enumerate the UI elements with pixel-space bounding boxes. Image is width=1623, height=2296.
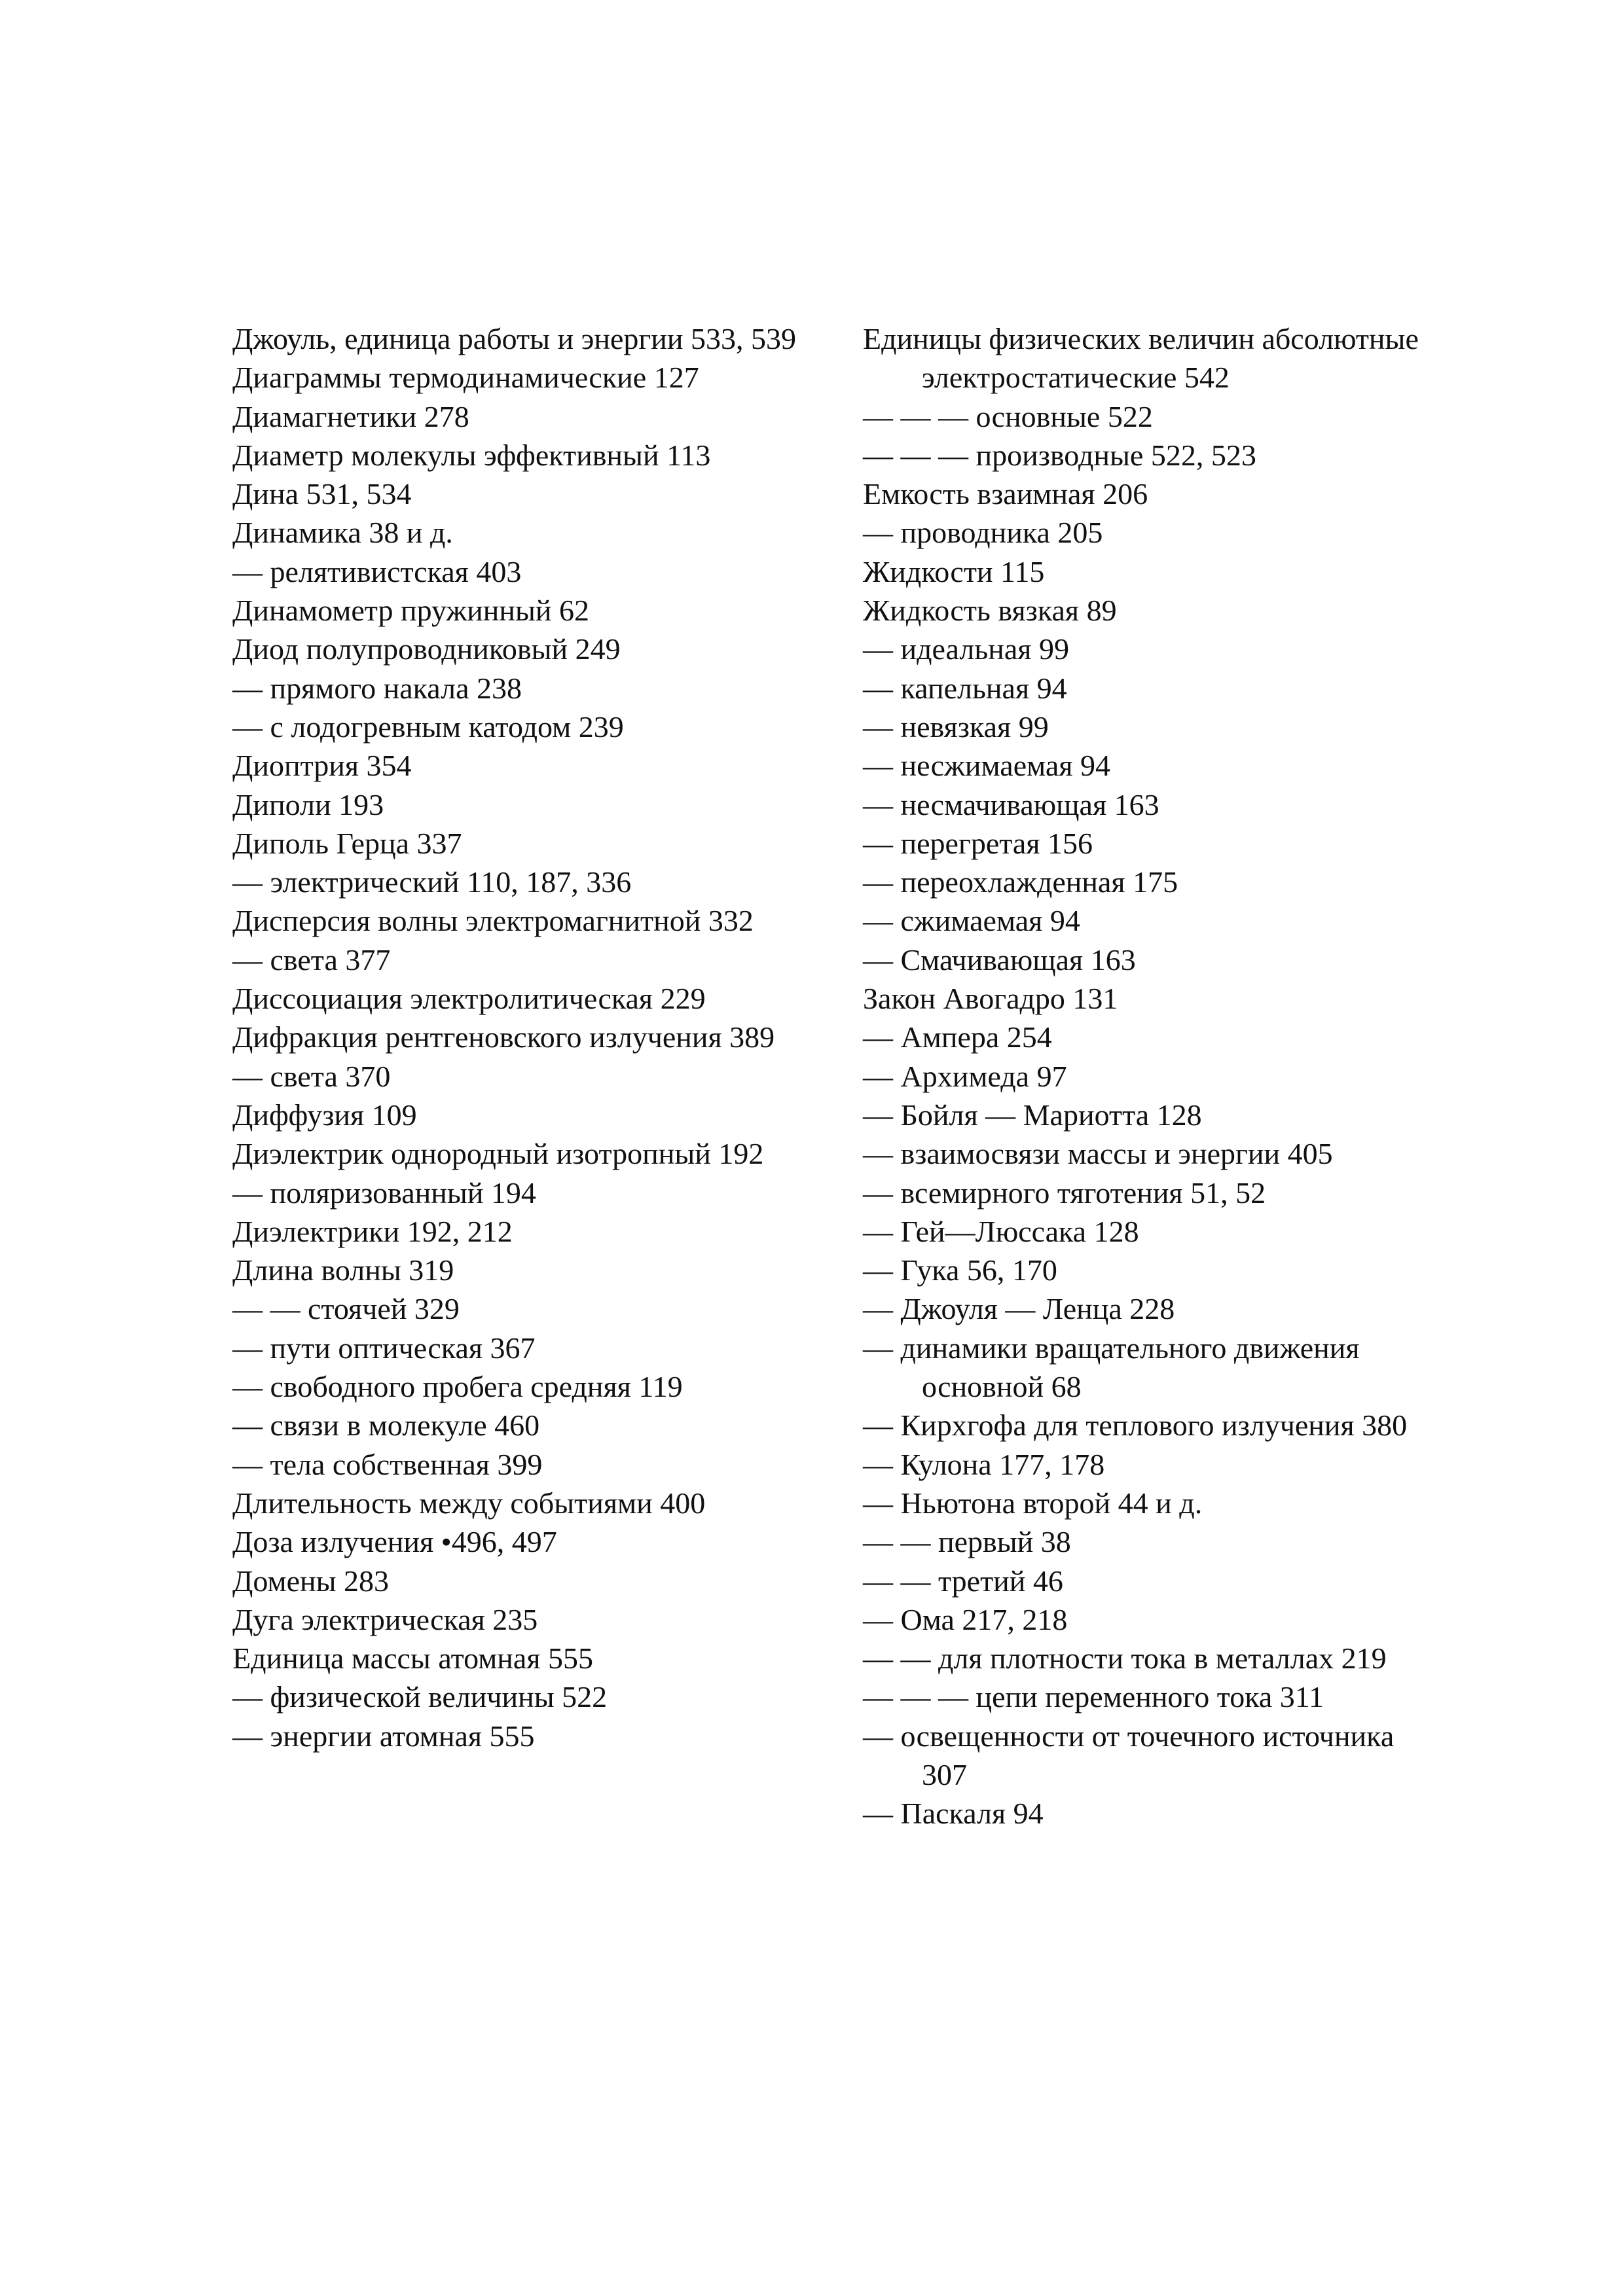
index-entry: Домены 283 [232, 1564, 390, 1598]
index-entry: Дуга электрическая 235 [232, 1602, 538, 1636]
index-entry: Единицы физических величин абсолютные электростатические 542 [863, 322, 1419, 395]
index-entry: — Паскаля 94 [863, 1797, 1044, 1831]
index-entry: — света 370 [232, 1059, 391, 1093]
index-entry: — — первый 38 [863, 1525, 1071, 1559]
index-entry: — Ампера 254 [863, 1020, 1052, 1054]
index-entry: — Смачивающая 163 [863, 942, 1136, 977]
index-entry: — освещенности от точечного источника 307 [863, 1719, 1395, 1791]
index-entry: — всемирного тяготения 51, 52 [863, 1175, 1266, 1210]
index-entry: — пути оптическая 367 [232, 1331, 536, 1365]
index-entry: — — — цепи переменного тока 311 [863, 1680, 1324, 1714]
index-entry: — Гей—Люссака 128 [863, 1214, 1139, 1248]
index-entry: Диссоциация электролитическая 229 [232, 982, 706, 1016]
index-entry: Диффузия 109 [232, 1098, 417, 1132]
index-entry: — свободного пробега средняя 119 [232, 1370, 683, 1404]
index-entry: Дифракция рентгеновского излучения 389 [232, 1020, 775, 1054]
index-entry: — энергии атомная 555 [232, 1719, 535, 1753]
index-entry: Дисперсия волны электромагнитной 332 [232, 904, 754, 938]
index-entry: — поляризованный 194 [232, 1175, 536, 1210]
index-entry: — — третий 46 [863, 1564, 1063, 1598]
index-left-column [232, 319, 835, 1755]
index-entry: Емкость взаимная 206 [863, 477, 1148, 511]
index-entry: — — — производные 522, 523 [863, 438, 1256, 472]
index-entry: — Ньютона второй 44 и д. [863, 1486, 1203, 1520]
index-entry: Диоптрия 354 [232, 749, 412, 783]
index-entry: — Кулона 177, 178 [863, 1447, 1105, 1481]
index-entry: Диполи 193 [232, 787, 384, 821]
index-entry: Динамика 38 и д. [232, 516, 453, 550]
index-entry: Диод полупроводниковый 249 [232, 632, 621, 666]
index-entry: Динамометр пружинный 62 [232, 594, 590, 628]
index-entry: — — — основные 522 [863, 399, 1153, 433]
index-entry: Длина волны 319 [232, 1253, 454, 1287]
index-entry: Длительность между событиями 400 [232, 1486, 706, 1520]
index-entry: — — для плотности тока в металлах 219 [863, 1641, 1387, 1676]
index-entry: Доза излучения •496, 497 [232, 1525, 557, 1559]
index-entry: — несжимаемая 94 [863, 749, 1110, 783]
index-entry: — переохлажденная 175 [863, 865, 1178, 899]
index-entry: Диамагнетики 278 [232, 399, 469, 433]
index-entry: Диэлектрики 192, 212 [232, 1214, 513, 1248]
index-entry: Джоуль, единица работы и энергии 533, 539 [232, 322, 796, 355]
index-entry: — взаимосвязи массы и энергии 405 [863, 1137, 1333, 1171]
index-entry: — с лодогревным катодом 239 [232, 709, 624, 744]
index-entry: — прямого накала 238 [232, 671, 522, 705]
index-entry: — перегретая 156 [863, 826, 1093, 860]
index-entry: — несмачивающая 163 [863, 787, 1159, 821]
index-entry: — Гука 56, 170 [863, 1253, 1057, 1287]
index-entry: — релятивистская 403 [232, 554, 522, 588]
index-entry: — света 377 [232, 942, 391, 977]
index-entry: — проводника 205 [863, 516, 1103, 550]
index-entry: Закон Авогадро 131 [863, 982, 1118, 1016]
index-entry: — капельная 94 [863, 671, 1067, 705]
index-right-column [863, 319, 1439, 1833]
index-entry: — сжимаемая 94 [863, 904, 1080, 938]
index-entry: — идеальная 99 [863, 632, 1069, 666]
index-entry: — Ома 217, 218 [863, 1602, 1068, 1636]
index-entry: — электрический 110, 187, 336 [232, 865, 632, 899]
index-entry: Диэлектрик однородный изотропный 192 [232, 1137, 764, 1171]
index-entry: — Архимеда 97 [863, 1059, 1067, 1093]
index-entry: Диаграммы термодинамические 127 [232, 361, 699, 395]
index-entry: — связи в молекуле 460 [232, 1408, 540, 1443]
index-entry: — Бойля — Мариотта 128 [863, 1098, 1202, 1132]
index-entry: Жидкость вязкая 89 [863, 594, 1117, 628]
index-entry: — Кирхгофа для теплового излучения 380 [863, 1408, 1408, 1443]
index-entry: Диаметр молекулы эффективный 113 [232, 438, 711, 472]
index-entry: Диполь Герца 337 [232, 826, 462, 860]
index-entry: — Джоуля — Ленца 228 [863, 1292, 1175, 1326]
index-entry: — физической величины 522 [232, 1680, 608, 1714]
index-entry: Дина 531, 534 [232, 477, 412, 511]
index-entry: Жидкости 115 [863, 554, 1045, 588]
index-entry: Единица массы атомная 555 [232, 1641, 593, 1676]
index-entry: — динамики вращательного движения основной 68 [863, 1331, 1360, 1404]
index-entry: — невязкая 99 [863, 709, 1049, 744]
index-entry: — — стоячей 329 [232, 1292, 460, 1326]
index-entry: — тела собственная 399 [232, 1447, 543, 1481]
